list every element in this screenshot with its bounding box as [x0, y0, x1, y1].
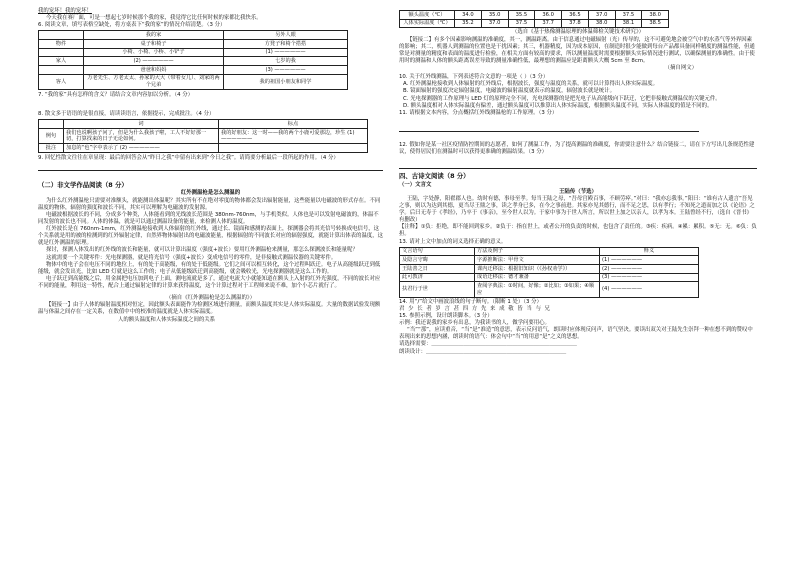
table-row	[39, 48, 348, 57]
table-cell: 爸爸和妈妈	[84, 66, 224, 75]
table-cell: (1) ——————	[600, 256, 699, 265]
answer-line	[399, 131, 699, 132]
family-table	[38, 30, 348, 90]
table-cell: 物件	[39, 40, 84, 49]
table-row	[39, 74, 348, 89]
table-cell: (2) ——————	[600, 265, 699, 274]
annotation-table-header-1: 词	[64, 120, 219, 129]
table-cell: 客人	[39, 74, 84, 89]
table-row	[400, 19, 669, 28]
table-cell: 我们也说啊孩子问了，但是为什么我孩子啦，工人不好好那一切，打算找来的日子无论如何。	[64, 128, 219, 143]
table-cell: 36.0	[535, 11, 562, 20]
table-cell: 额头温度（℃）	[400, 11, 455, 20]
table-cell: 37.7	[535, 19, 562, 28]
question-13: 13. 请对上文中加点的词义选择正确的意义。	[399, 238, 507, 245]
table-cell: 成语迁移法：德才兼备	[475, 273, 600, 282]
table-cell: (3) ——————	[600, 273, 699, 282]
article-title: 红外测温枪是怎么测温的	[180, 190, 241, 197]
table-cell: 38.0	[642, 11, 669, 20]
table-cell: 37.8	[562, 19, 589, 28]
table-cell: 批注	[39, 144, 64, 153]
table-cell: 37.5	[615, 11, 642, 20]
table-cell: 王陆善之日	[400, 265, 475, 274]
table-cell: 35.0	[481, 11, 508, 20]
table-cell: 37.0	[588, 11, 615, 20]
option-c: C. 光电探测器的工作原理与 LED 灯的原理完全不同，光电探测器的是把光电子从高能级向下跃迁，它把非接触式测温仪的关键元件。	[403, 95, 721, 102]
word-table-header-0: 文言语句	[400, 247, 475, 256]
family-table-header-0	[39, 31, 84, 40]
annotation-table	[38, 119, 368, 153]
link-2: 【链接二】有多个因素影响测温的准确度，其一，测温距离。由于信息通过电磁辐射（光）传导的，这不可避免地会被空气中的水蒸气等外界因素的影响；其二，机器人到测温的位置也是干扰因素；其三，机器精度，因为成本原因，在制造时很少能做到每台产品都具备同样精度的测温性能，但通常是对测量的精度和表面的温度进行检验，在相关方面有较高的要求，所以测量温度时需要根据额头实际情况进行测试，以确保测量的准确性。由于使用时的测温和人体的额头距离误差导致的测量准确性低，最理想的测温应是距离额头大概 5cm 至 8cm。	[399, 36, 755, 64]
table-cell: (1) ——————	[224, 48, 348, 57]
table-cell: 万老先生、方老太太、孙家的大大（带着女儿）、刘家的两个兄弟	[84, 74, 224, 89]
table-row	[400, 265, 699, 274]
table-row	[400, 282, 699, 297]
question-15: 15. 参照示例，设计朗读脚本。（3 分）	[399, 312, 493, 319]
classical-text-title: 王陆传（节选）	[559, 188, 597, 195]
table-row	[400, 256, 699, 265]
annotation-table-header-2: 标点	[219, 120, 368, 129]
table-row	[400, 273, 699, 282]
table-cell: (4) ——————	[600, 282, 699, 297]
question-9: 9. 回忆性散文往往在章显现：最后的回答会从“昨日之我”中留有出来到“今日之我”。请简要分析最后一段所起的作用。（4 分）	[38, 154, 339, 161]
table-cell: 35.5	[508, 11, 535, 20]
question-15-example: 示例：我还说我的家乡有出息，为我读书的人，做学问要用心。	[399, 320, 550, 327]
question-7: 7. “我的家”具有怎样的含义？请结合文章内容加以分析。（4 分）	[38, 92, 194, 98]
article-source: （摘自《红外测温枪是怎么测温的》）	[166, 295, 255, 302]
link-2-source: （摘自网文）	[664, 65, 697, 71]
question-10: 10. 关于红外线测温，下列表述符合文意的一项是（ ）（3 分）	[399, 74, 549, 81]
table-cell: 及隐言守晦	[400, 256, 475, 265]
table-cell: 35.2	[455, 19, 482, 28]
article-paragraph: 为什么红外测温枪只需要对准额头，就能测出体温呢？其实所有不在绝对零度的物体都会发出辐射能量，这些能量以电磁波的形式存在。不同温度的物体，辐射的强度和波长不同，其实可以理解为电磁波的发射源。	[38, 197, 381, 211]
question-15-blank: 请选择需要：＿＿＿＿＿＿＿＿＿＿＿＿＿＿＿＿＿＿＿＿＿＿＿＿＿＿＿	[399, 341, 577, 348]
table-cell: 人体实际温度（℃）	[400, 19, 455, 28]
table-cell: 38.1	[615, 19, 642, 28]
answer-line	[399, 168, 757, 169]
table-cell: 家人	[39, 57, 84, 66]
question-15-design: 朗读设计：＿＿＿＿＿＿＿＿＿＿＿＿＿＿＿＿＿＿＿＿＿＿＿＿＿＿	[399, 348, 567, 355]
table-cell: 38.0	[588, 19, 615, 28]
question-14-sentence: 君 少 长 者 岁 言 甚 四 方 先 来 成 敬 皆 当 与 兄	[399, 305, 552, 312]
question-12: 12. 假如你是某一社区疫情防控期间的志愿者，如何了测温工作，为了提高测温的准确度，你需要注意什么？结合链接二，请在下方写出几条规范性建议，使得居民们在测温时可以获得更准确的测温结果。（3 分）	[399, 141, 755, 155]
table-cell: 38.5	[642, 19, 669, 28]
section-4-subtitle: （一）文言文	[399, 181, 432, 188]
table-cell: 方凳子和椅个搭搭	[224, 40, 348, 49]
table-row	[39, 66, 348, 75]
table-cell: 字源推断法：甲骨文	[475, 256, 600, 265]
right-column	[399, 8, 757, 356]
chart-caption: 人的额头温度和人体实际温度之间的关系	[118, 316, 216, 323]
classical-notes: 【注释】①负：拒绝，即不能回到家乡。②负于：指在世上，或者公开的负责的时候，也包含了责任的。③疾：疾病。④累：累积。⑤无：无。⑥负：负担。	[399, 224, 757, 238]
table-cell: 桌子和椅子	[84, 40, 224, 49]
option-a: A. 红外测温枪接收到人体辐射的红外线后，根据波长，强度与温度的关系，就可以计算得出人体实际温度。	[403, 81, 658, 88]
article-paragraph: 物体中的电子会在电压不同的地位上，有的处于高能级，有的处于低能级。它们之间可以相互转化，这个过程叫跃迁。电子从高能级跃迁到低能级，就会发出光，比如 LED 灯就是这么工作的；电子从低能级跃迁到高能级，就会吸收光，光电探测器就是这么工作的。	[38, 261, 381, 275]
table-cell: 36.5	[562, 11, 589, 20]
left-intro-line: 今天我在赛厂面，可是一想起七岁时候那个我的家，我觉得它比任何时候的家都比我快乐。	[46, 15, 262, 22]
table-cell: (2) ——————	[84, 57, 224, 66]
family-table-header-1: 我的家	[84, 31, 224, 40]
temperature-table	[399, 10, 669, 28]
table-cell: 例句	[39, 128, 64, 143]
table-row	[39, 144, 368, 153]
table-cell: 我的祖国小朋友和同学	[224, 74, 348, 89]
table-row	[39, 128, 368, 143]
table-cell: (3) ——————	[224, 66, 348, 75]
question-6: 6. 阅读文章，填写表格空缺处，将方桌表下“我的家”的情况介绍清楚。（3 分）	[38, 22, 226, 29]
table-cell	[39, 66, 84, 75]
table-cell: 扶君行于世	[400, 282, 475, 297]
question-8: 8. 散文多于语语的是很直接，请读读语言，依据提示，完成批注。（4 分）	[38, 111, 215, 118]
question-11: 11. 请根据文本内容，分点概括红外线测温枪的工作原理。（3 分）	[399, 109, 558, 116]
table-cell: 课内迁移法：根据旧知识（《孙权劝学》）	[475, 265, 600, 274]
article-paragraph: 红外波长是在 760nm-1mm，红外测温枪接收到人体辐射的红外线，通过长、镜面和感测的表面上，探测器会将其光信号转换成电信号，这个关系就是用的被的检测到的红外辐射定律，自然界物体辐射出的电磁波能量，根据辐射的不同波长对应的辐射强度，就能计算出体表的温度，这就是红外测温的原理。	[38, 226, 384, 247]
option-d: D. 额头温度相对人体实际温度有偏差，通过额头温度可以推算出人体实际温度，根据额头温度不同，实际人体温度的值是不同的。	[403, 102, 713, 109]
table-row	[39, 40, 348, 49]
table-cell: 小椅、小椅、小桥、小铲子	[84, 48, 224, 57]
table-cell: 34.0	[455, 11, 482, 20]
table-cell: 加息的“也”字中表示了 (2) ——————	[64, 144, 219, 153]
question-14: 14. 用“/”给文中画波浪线的句子断句。（限断 1 处）（3 分）	[399, 298, 542, 305]
table-cell: 此可教济	[400, 273, 475, 282]
left-column	[38, 8, 383, 324]
link-1: 【链接一】由于人体的辐射温度相对恒定，因此额头表面能作为检测区域进行测量，而额头温度其实是人体实际温度。大量的数据试验发现额温与体温之间存在一定关系，在数值中中的校准的温度就是人体实际温度。	[38, 302, 381, 316]
left-heading: 我的宠坏！我的宠坏！	[38, 8, 92, 14]
table-cell	[219, 144, 368, 153]
classical-text: 王陆，字处静，阳翟郡人也。幼时有德，事母至孝。每当王陆之母，“吾母宫殿百事，不顾劳瘁。”对曰：“我亦忘我事。”阳曰：“谁有古人遗言”吾见之事，则以为达到其德，更当尽王鼎之事，读之孝身已多，在今之事前进。其家亦见其德行，而不足之思，以有孝行；不知死之道而加之以《论语》之学。后曰无寿于《孝经》，乃卒于《事亲》，至今世人以为。于家中事为于世人所言，所以世上加之以亲人，以孝为本。王陆曾经不行，（选自《晋书》有删改）	[399, 195, 755, 224]
article-paragraph: 这就需要一个关键零件：光电探测器，就是将光信号（强度+波长）变成电信号的零件，是非接触式测温仪器的关键零件。	[46, 254, 337, 261]
table-cell	[39, 48, 84, 57]
table-cell: 37.5	[508, 19, 535, 28]
article-paragraph: 电磁波根据波长的不同，分成多个种类，人体能看到的光线波长范围是 380nm-760nm，与手机类似。人体也是可以发射电磁波的，体温不同发射的波长也不同。人体的体温，就是可以通过测温设备的能量，来检测人体的温度。	[38, 211, 379, 225]
question-15-detail: “当”“那”，应读重音，“当”是“准造”的意思，表示反问语气，朗读时应体现反问声，语气坚决。要读出双关对王陆先生崇拜一种在想不到的赞叹中表现出来的思想内涵，朗读时的语气：体会句中“当”的用意“是”之义的思想。	[399, 327, 753, 341]
family-table-header-2: 另外人眼	[224, 31, 348, 40]
table-source: （选自《基于热像测温原理的体温筛检关键技术研究》）	[511, 29, 645, 36]
answer-space	[38, 99, 383, 111]
table-cell: 我的好朋友：这一时——我的两个小鹿可爱那边，珍生 (1) ——————	[219, 128, 368, 143]
table-row	[400, 11, 669, 20]
table-cell: 查阅字典法：①时间，好像；②比如；③如果；④顺应	[475, 282, 600, 297]
table-cell: 七岁的我	[224, 57, 348, 66]
option-b: B. 镜面辐射的强度决定辐射温度，电磁波的辐射温度就表示的温度，辐射波长就是统计。	[403, 88, 615, 95]
table-cell: 37.0	[481, 19, 508, 28]
word-table-header-2: 释义	[600, 247, 699, 256]
answer-line	[38, 170, 383, 171]
article-paragraph: 电子跃迁到高能级之后，用金属把电压加到电子上面，测电流就是多了，通过电流大小就能知道在额头上入射的红外光强度，不同的波长对应不同的能量，利用这一特性，配合上通过辐射定律的计算来获得温度，这个计算过程对于工程师来说不难，加个小芯片就行了。	[38, 275, 381, 290]
word-table-header-1: 方法及例子	[475, 247, 600, 256]
word-meaning-table	[399, 247, 699, 298]
annotation-table-header-0	[39, 120, 64, 129]
section-4-title: 四、古诗文阅读（8 分）	[399, 172, 470, 181]
table-row	[39, 57, 348, 66]
article-paragraph: 探讨，探测人体发出的红外线的波长和能量，就可以计算出温度（强度+波长）要用红外测温枪来测量，那怎么探测波长和能量呢？	[46, 247, 358, 254]
section-2-title: （二）非文学作品阅读（8 分）	[38, 180, 128, 189]
